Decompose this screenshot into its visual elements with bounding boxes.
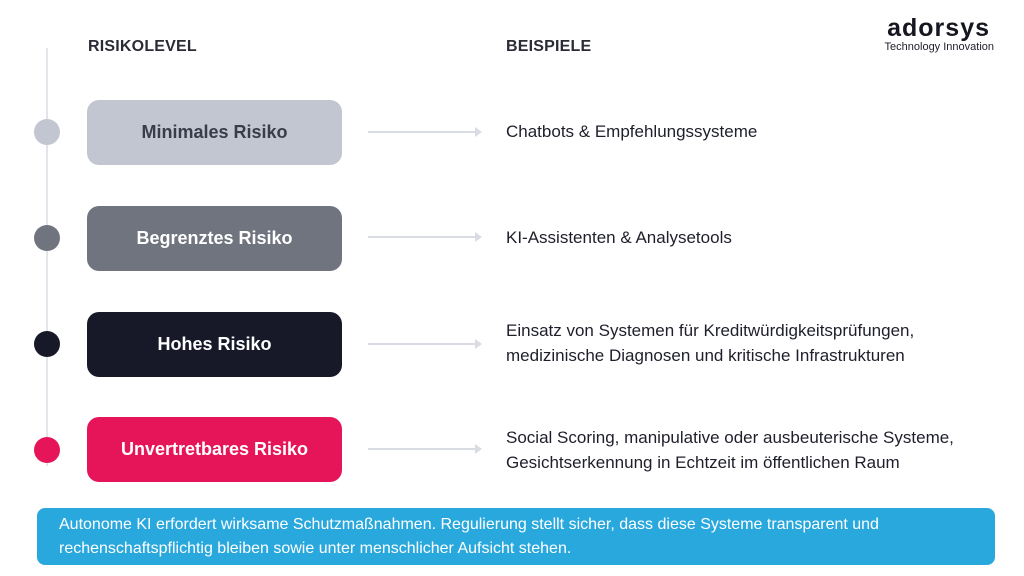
example-line: medizinische Diagnosen und kritische Infrastrukturen bbox=[506, 346, 905, 365]
banner-line: rechenschaftspflichtig bleiben sowie unter menschlicher Aufsicht stehen. bbox=[59, 540, 572, 557]
arrow-right-icon bbox=[368, 232, 482, 242]
banner-line: Autonome KI erfordert wirksame Schutzmaßnahmen. Regulierung stellt sicher, dass diese Systeme transparent und bbox=[59, 516, 879, 533]
example-high bbox=[506, 318, 1006, 368]
arrow-right-icon bbox=[368, 339, 482, 349]
example-unacceptable bbox=[506, 425, 1006, 475]
timeline-line bbox=[46, 48, 48, 466]
brand-tagline: Technology Innovation bbox=[884, 41, 994, 53]
arrow-right-icon bbox=[368, 444, 482, 454]
timeline-dot-minimal bbox=[34, 119, 60, 145]
risk-level-limited: Begrenztes Risiko bbox=[87, 206, 342, 271]
example-minimal bbox=[506, 119, 1006, 144]
example-line: Chatbots & Empfehlungssysteme bbox=[506, 122, 758, 141]
info-banner bbox=[37, 508, 995, 565]
header-risk-level: RISIKOLEVEL bbox=[88, 38, 197, 55]
example-line: Social Scoring, manipulative oder ausbeuterische Systeme, bbox=[506, 428, 954, 447]
example-line: KI-Assistenten & Analysetools bbox=[506, 228, 732, 247]
timeline-dot-limited bbox=[34, 225, 60, 251]
example-line: Gesichtserkennung in Echtzeit im öffentlichen Raum bbox=[506, 453, 900, 472]
header-examples: BEISPIELE bbox=[506, 38, 592, 55]
timeline-dot-unacceptable bbox=[34, 437, 60, 463]
risk-level-high: Hohes Risiko bbox=[87, 312, 342, 377]
example-limited bbox=[506, 225, 1006, 250]
example-line: Einsatz von Systemen für Kreditwürdigkeitsprüfungen, bbox=[506, 321, 915, 340]
risk-level-minimal: Minimales Risiko bbox=[87, 100, 342, 165]
risk-level-unacceptable: Unvertretbares Risiko bbox=[87, 417, 342, 482]
timeline-dot-high bbox=[34, 331, 60, 357]
arrow-right-icon bbox=[368, 127, 482, 137]
brand-logo: adorsys bbox=[887, 14, 990, 42]
